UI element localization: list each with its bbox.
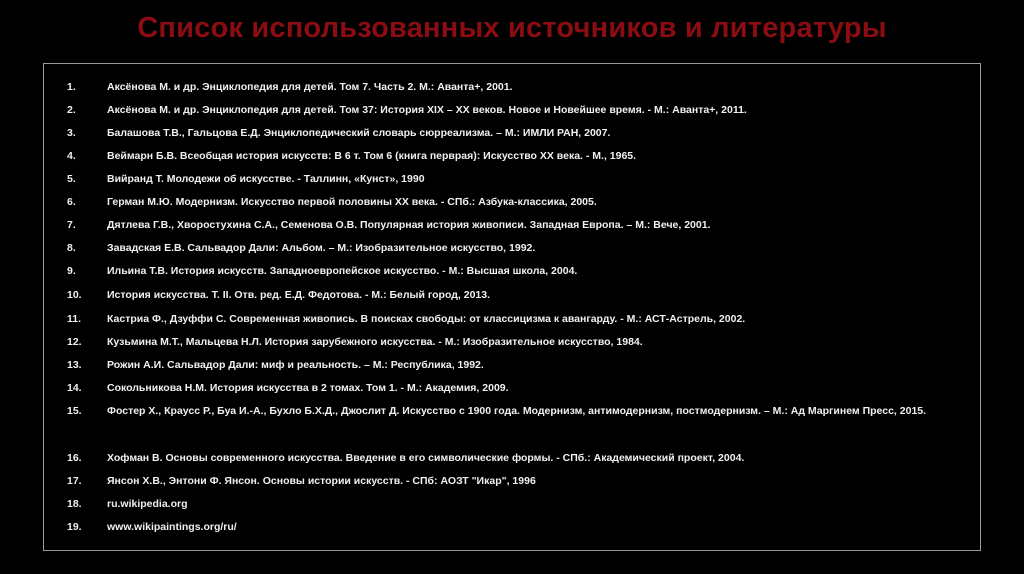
item-text: www.wikipaintings.org/ru/ [107, 521, 237, 533]
item-number: 10. [67, 289, 82, 301]
item-text: Вийранд Т. Молодежи об искусстве. - Таллинн, «Кунст», 1990 [107, 173, 425, 185]
item-text: Ильина Т.В. История искусств. Западноевропейское искусство. - М.: Высшая школа, 2004. [107, 265, 578, 277]
item-text: ru.wikipedia.org [107, 498, 188, 510]
item-text: Рожин А.И. Сальвадор Дали: миф и реальность. – М.: Республика, 1992. [107, 359, 484, 371]
item-number: 1. [67, 81, 76, 93]
item-text: Аксёнова М. и др. Энциклопедия для детей. Том 7. Часть 2. М.: Аванта+, 2001. [107, 81, 513, 93]
item-text: Дятлева Г.В., Хворостухина С.А., Семенова О.В. Популярная история живописи. Западная Европа. – М.: Вече, 2001. [107, 219, 711, 231]
item-text: Кастриа Ф., Дзуффи С. Современная живопись. В поисках свободы: от классицизма к авангарду. - М.: АСТ-Астрель, 2002. [107, 313, 746, 325]
item-text: Кузьмина М.Т., Мальцева Н.Л. История зарубежного искусства. - М.: Изобразительное искусство, 1984. [107, 336, 643, 348]
item-text: Фостер Х., Краусс Р., Буа И.-А., Бухло Б.Х.Д., Джослит Д. Искусство с 1900 года. Модернизм, антимодернизм, постмодернизм. – М.: Ад Маргинем Пресс, 2015. [107, 405, 927, 417]
item-text: Герман М.Ю. Модернизм. Искусство первой половины XX века. - СПб.: Азбука-классика, 2005. [107, 196, 597, 208]
item-number: 19. [67, 521, 82, 533]
item-number: 5. [67, 173, 76, 185]
item-number: 7. [67, 219, 76, 231]
item-text: Завадская Е.В. Сальвадор Дали: Альбом. – М.: Изобразительное искусство, 1992. [107, 242, 536, 254]
item-number: 6. [67, 196, 76, 208]
item-number: 13. [67, 359, 82, 371]
item-number: 12. [67, 336, 82, 348]
item-number: 8. [67, 242, 76, 254]
item-number: 9. [67, 265, 76, 277]
item-text: Хофман В. Основы современного искусства. Введение в его символические формы. - СПб.: Академический проект, 2004. [107, 452, 745, 464]
item-number: 16. [67, 452, 82, 464]
item-text: Сокольникова Н.М. История искусства в 2 томах. Том 1. - М.: Академия, 2009. [107, 382, 509, 394]
item-number: 2. [67, 104, 76, 116]
page-title: Список использованных источников и литературы [137, 12, 887, 44]
item-text: Балашова Т.В., Гальцова Е.Д. Энциклопедический словарь сюрреализма. – М.: ИМЛИ РАН, 2007. [107, 127, 611, 139]
item-number: 11. [67, 313, 82, 325]
item-text: Янсон Х.В., Энтони Ф. Янсон. Основы истории искусств. - СПб: АОЗТ "Икар", 1996 [107, 475, 536, 487]
item-number: 3. [67, 127, 76, 139]
item-text: Веймарн Б.В. Всеобщая история искусств: В 6 т. Том 6 (книга перврая): Искусство XX века. - М., 1965. [107, 150, 637, 162]
item-number: 14. [67, 382, 82, 394]
item-number: 15. [67, 405, 82, 417]
item-number: 17. [67, 475, 82, 487]
item-number: 18. [67, 498, 82, 510]
item-text: История искусства. Т. II. Отв. ред. Е.Д. Федотова. - М.: Белый город, 2013. [107, 289, 491, 301]
item-text: Аксёнова М. и др. Энциклопедия для детей. Том 37: История XIX – XX веков. Новое и Новейшее время. - М.: Аванта+, 2011. [107, 104, 747, 116]
bibliography-frame [43, 63, 981, 551]
item-number: 4. [67, 150, 76, 162]
